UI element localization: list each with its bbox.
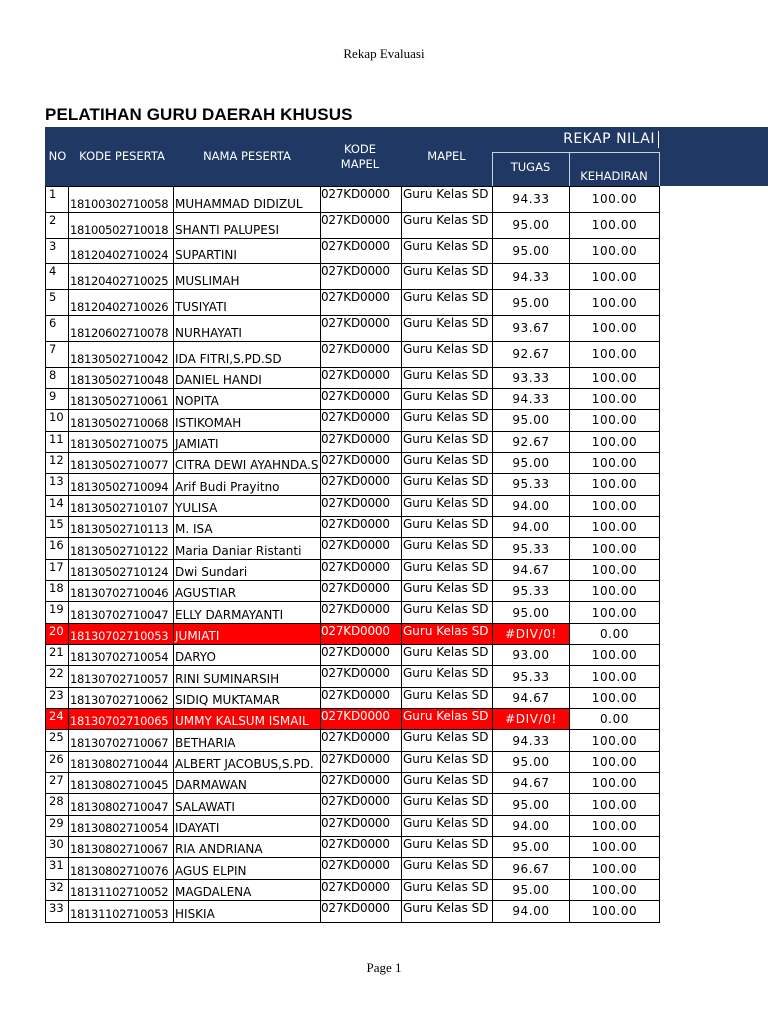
cell-tugas: 96.67 [493, 858, 570, 879]
cell-no: 10 [46, 410, 69, 431]
cell-kehadiran: 100.00 [570, 815, 660, 836]
cell-mapel: Guru Kelas SD [402, 264, 493, 290]
cell-nama-peserta: JUMIATI [174, 623, 321, 644]
header-kode-mapel: KODE MAPEL [340, 141, 380, 171]
cell-nama-peserta: HISKIA [174, 901, 321, 922]
cell-no: 32 [46, 879, 69, 900]
cell-kehadiran: 100.00 [570, 474, 660, 495]
cell-tugas: 95.00 [493, 751, 570, 772]
cell-kode-mapel: 027KD0000 [321, 559, 402, 580]
cell-kode-mapel: 027KD0000 [321, 212, 402, 238]
cell-tugas: 92.67 [493, 431, 570, 452]
cell-tugas: 94.33 [493, 388, 570, 409]
cell-kode-mapel: 027KD0000 [321, 341, 402, 367]
cell-no: 14 [46, 495, 69, 516]
cell-nama-peserta: M. ISA [174, 516, 321, 537]
cell-kode-peserta: 18130702710067 [69, 730, 174, 751]
cell-kode-peserta: 18100502710018 [69, 212, 174, 238]
cell-kode-mapel: 027KD0000 [321, 858, 402, 879]
cell-tugas: 94.00 [493, 516, 570, 537]
cell-nama-peserta: DARMAWAN [174, 773, 321, 794]
header-tugas: TUGAS [510, 159, 551, 174]
cell-no: 11 [46, 431, 69, 452]
table-row [46, 388, 660, 409]
cell-kode-peserta: 18130502710042 [69, 341, 174, 367]
cell-no: 16 [46, 538, 69, 559]
cell-nama-peserta: JAMIATI [174, 431, 321, 452]
cell-tugas: 95.00 [493, 837, 570, 858]
cell-tugas: 94.00 [493, 815, 570, 836]
cell-mapel: Guru Kelas SD [402, 623, 493, 644]
cell-mapel: Guru Kelas SD [402, 474, 493, 495]
cell-nama-peserta: ISTIKOMAH [174, 410, 321, 431]
cell-kode-mapel: 027KD0000 [321, 290, 402, 316]
table-row [46, 858, 660, 879]
cell-kehadiran: 100.00 [570, 858, 660, 879]
cell-tugas: 94.67 [493, 687, 570, 708]
cell-no: 8 [46, 367, 69, 388]
table-row [46, 538, 660, 559]
cell-nama-peserta: MUSLIMAH [174, 264, 321, 290]
table-row [46, 837, 660, 858]
cell-kode-mapel: 027KD0000 [321, 815, 402, 836]
cell-kehadiran: 100.00 [570, 341, 660, 367]
cell-mapel: Guru Kelas SD [402, 602, 493, 623]
cell-kode-peserta: 18130802710047 [69, 794, 174, 815]
cell-kode-mapel: 027KD0000 [321, 837, 402, 858]
cell-no: 20 [46, 623, 69, 644]
cell-kode-mapel: 027KD0000 [321, 238, 402, 264]
table-row [46, 187, 660, 213]
table-row [46, 581, 660, 602]
cell-kode-peserta: 18120402710025 [69, 264, 174, 290]
cell-kode-mapel: 027KD0000 [321, 388, 402, 409]
table-row [46, 879, 660, 900]
cell-nama-peserta: BETHARIA [174, 730, 321, 751]
cell-kode-mapel: 027KD0000 [321, 452, 402, 473]
cell-kode-peserta: 18130502710048 [69, 367, 174, 388]
cell-nama-peserta: NURHAYATI [174, 315, 321, 341]
cell-kode-peserta: 18130702710046 [69, 581, 174, 602]
cell-kode-mapel: 027KD0000 [321, 623, 402, 644]
cell-tugas: 94.33 [493, 264, 570, 290]
cell-kode-mapel: 027KD0000 [321, 538, 402, 559]
cell-kode-peserta: 18130502710077 [69, 452, 174, 473]
cell-nama-peserta: AGUSTIAR [174, 581, 321, 602]
cell-kehadiran: 100.00 [570, 410, 660, 431]
cell-nama-peserta: IDA FITRI,S.PD.SD [174, 341, 321, 367]
cell-kode-mapel: 027KD0000 [321, 773, 402, 794]
cell-tugas: 93.33 [493, 367, 570, 388]
page-footer: Page 1 [366, 960, 402, 975]
cell-kode-peserta: 18130502710113 [69, 516, 174, 537]
cell-kehadiran: 100.00 [570, 290, 660, 316]
cell-mapel: Guru Kelas SD [402, 730, 493, 751]
table-row [46, 315, 660, 341]
cell-nama-peserta: SUPARTINI [174, 238, 321, 264]
cell-kode-peserta: 18130502710124 [69, 559, 174, 580]
table-row [46, 290, 660, 316]
cell-no: 27 [46, 773, 69, 794]
cell-tugas: #DIV/0! [493, 623, 570, 644]
cell-nama-peserta: YULISA [174, 495, 321, 516]
cell-no: 1 [46, 187, 69, 213]
cell-kehadiran: 100.00 [570, 516, 660, 537]
table-row [46, 495, 660, 516]
cell-tugas: 92.67 [493, 341, 570, 367]
cell-kehadiran: 100.00 [570, 901, 660, 922]
cell-tugas: 95.00 [493, 238, 570, 264]
cell-kehadiran: 100.00 [570, 315, 660, 341]
header-mapel: MAPEL [427, 149, 466, 163]
header-rekap-divider [658, 131, 659, 148]
table-row [46, 516, 660, 537]
cell-kode-peserta: 18130702710047 [69, 602, 174, 623]
cell-mapel: Guru Kelas SD [402, 187, 493, 213]
cell-kehadiran: 100.00 [570, 751, 660, 772]
cell-kehadiran: 100.00 [570, 495, 660, 516]
cell-kode-mapel: 027KD0000 [321, 602, 402, 623]
cell-kehadiran: 100.00 [570, 879, 660, 900]
cell-mapel: Guru Kelas SD [402, 341, 493, 367]
table-row [46, 645, 660, 666]
cell-tugas: 94.33 [493, 730, 570, 751]
cell-tugas: 95.33 [493, 538, 570, 559]
cell-kode-peserta: 18130502710107 [69, 495, 174, 516]
cell-mapel: Guru Kelas SD [402, 773, 493, 794]
cell-kode-peserta: 18131102710053 [69, 901, 174, 922]
cell-tugas: 95.00 [493, 212, 570, 238]
cell-nama-peserta: SALAWATI [174, 794, 321, 815]
cell-tugas: 94.00 [493, 495, 570, 516]
cell-kehadiran: 100.00 [570, 388, 660, 409]
cell-kode-peserta: 18130502710094 [69, 474, 174, 495]
header-kehadiran: KEHADIRAN [580, 168, 648, 183]
cell-no: 30 [46, 837, 69, 858]
table-row [46, 452, 660, 473]
cell-tugas: 95.00 [493, 452, 570, 473]
cell-kode-peserta: 18120402710026 [69, 290, 174, 316]
cell-tugas: 94.67 [493, 559, 570, 580]
cell-tugas: 93.00 [493, 645, 570, 666]
cell-tugas: 95.33 [493, 581, 570, 602]
cell-kehadiran: 100.00 [570, 538, 660, 559]
cell-no: 25 [46, 730, 69, 751]
document-title: PELATIHAN GURU DAERAH KHUSUS [45, 105, 353, 124]
cell-kode-mapel: 027KD0000 [321, 687, 402, 708]
cell-mapel: Guru Kelas SD [402, 410, 493, 431]
cell-tugas: 95.00 [493, 290, 570, 316]
cell-kode-peserta: 18130502710075 [69, 431, 174, 452]
cell-no: 12 [46, 452, 69, 473]
cell-mapel: Guru Kelas SD [402, 879, 493, 900]
cell-kode-mapel: 027KD0000 [321, 901, 402, 922]
cell-tugas: 94.67 [493, 773, 570, 794]
table-row [46, 212, 660, 238]
cell-mapel: Guru Kelas SD [402, 290, 493, 316]
header-no: NO [48, 149, 67, 163]
cell-no: 33 [46, 901, 69, 922]
cell-mapel: Guru Kelas SD [402, 687, 493, 708]
cell-kode-peserta: 18130802710045 [69, 773, 174, 794]
cell-kode-peserta: 18130502710068 [69, 410, 174, 431]
cell-nama-peserta: DARYO [174, 645, 321, 666]
cell-no: 22 [46, 666, 69, 687]
header-rekap-nilai: REKAP NILAI [563, 131, 655, 147]
cell-no: 2 [46, 212, 69, 238]
cell-kehadiran: 100.00 [570, 794, 660, 815]
cell-mapel: Guru Kelas SD [402, 238, 493, 264]
cell-mapel: Guru Kelas SD [402, 645, 493, 666]
cell-mapel: Guru Kelas SD [402, 901, 493, 922]
cell-kehadiran: 0.00 [570, 709, 660, 730]
cell-tugas: 95.00 [493, 602, 570, 623]
cell-mapel: Guru Kelas SD [402, 315, 493, 341]
cell-kode-peserta: 18130702710062 [69, 687, 174, 708]
table-body [46, 187, 660, 923]
cell-mapel: Guru Kelas SD [402, 581, 493, 602]
cell-mapel: Guru Kelas SD [402, 212, 493, 238]
cell-nama-peserta: AGUS ELPIN [174, 858, 321, 879]
cell-nama-peserta: NOPITA [174, 388, 321, 409]
cell-kode-mapel: 027KD0000 [321, 315, 402, 341]
cell-nama-peserta: RINI SUMINARSIH [174, 666, 321, 687]
cell-kode-peserta: 18120602710078 [69, 315, 174, 341]
cell-kode-mapel: 027KD0000 [321, 730, 402, 751]
cell-kehadiran: 100.00 [570, 212, 660, 238]
cell-kehadiran: 100.00 [570, 367, 660, 388]
cell-mapel: Guru Kelas SD [402, 538, 493, 559]
cell-mapel: Guru Kelas SD [402, 516, 493, 537]
table-row [46, 341, 660, 367]
cell-kehadiran: 100.00 [570, 837, 660, 858]
cell-no: 21 [46, 645, 69, 666]
cell-nama-peserta: UMMY KALSUM ISMAIL [174, 709, 321, 730]
header-kode-peserta: KODE PESERTA [79, 149, 165, 163]
cell-kode-peserta: 18130502710061 [69, 388, 174, 409]
cell-nama-peserta: SIDIQ MUKTAMAR [174, 687, 321, 708]
cell-tugas: 95.00 [493, 794, 570, 815]
cell-kode-peserta: 18130702710054 [69, 645, 174, 666]
cell-kode-mapel: 027KD0000 [321, 516, 402, 537]
header-nama-peserta: NAMA PESERTA [203, 149, 291, 163]
table-row [46, 815, 660, 836]
table-row [46, 602, 660, 623]
cell-kode-peserta: 18130802710067 [69, 837, 174, 858]
table-row [46, 901, 660, 922]
cell-kehadiran: 100.00 [570, 687, 660, 708]
cell-kode-mapel: 027KD0000 [321, 645, 402, 666]
table-row [46, 431, 660, 452]
cell-mapel: Guru Kelas SD [402, 837, 493, 858]
cell-mapel: Guru Kelas SD [402, 794, 493, 815]
cell-kode-mapel: 027KD0000 [321, 666, 402, 687]
cell-kode-peserta: 18120402710024 [69, 238, 174, 264]
cell-kode-mapel: 027KD0000 [321, 410, 402, 431]
cell-kode-mapel: 027KD0000 [321, 794, 402, 815]
cell-kehadiran: 100.00 [570, 581, 660, 602]
cell-no: 18 [46, 581, 69, 602]
cell-tugas: #DIV/0! [493, 709, 570, 730]
cell-kode-peserta: 18130702710065 [69, 709, 174, 730]
cell-kode-mapel: 027KD0000 [321, 709, 402, 730]
table-row [46, 794, 660, 815]
cell-mapel: Guru Kelas SD [402, 367, 493, 388]
table-row [46, 773, 660, 794]
cell-kehadiran: 100.00 [570, 773, 660, 794]
table-row [46, 410, 660, 431]
page-header: Rekap Evaluasi [343, 46, 425, 61]
cell-tugas: 94.33 [493, 187, 570, 213]
cell-kode-mapel: 027KD0000 [321, 751, 402, 772]
cell-nama-peserta: ALBERT JACOBUS,S.PD. [174, 751, 321, 772]
cell-kode-mapel: 027KD0000 [321, 474, 402, 495]
cell-nama-peserta: ELLY DARMAYANTI [174, 602, 321, 623]
cell-no: 24 [46, 709, 69, 730]
cell-kode-peserta: 18100302710058 [69, 187, 174, 213]
cell-kode-peserta: 18130802710076 [69, 858, 174, 879]
cell-nama-peserta: RIA ANDRIANA [174, 837, 321, 858]
cell-mapel: Guru Kelas SD [402, 388, 493, 409]
table-row [46, 367, 660, 388]
cell-nama-peserta: MAGDALENA [174, 879, 321, 900]
cell-no: 6 [46, 315, 69, 341]
table-row [46, 623, 660, 644]
cell-tugas: 94.00 [493, 901, 570, 922]
table-row [46, 264, 660, 290]
cell-no: 17 [46, 559, 69, 580]
cell-no: 7 [46, 341, 69, 367]
cell-mapel: Guru Kelas SD [402, 751, 493, 772]
cell-kehadiran: 100.00 [570, 431, 660, 452]
evaluation-table [45, 186, 660, 923]
cell-mapel: Guru Kelas SD [402, 666, 493, 687]
table-row [46, 474, 660, 495]
cell-mapel: Guru Kelas SD [402, 431, 493, 452]
cell-tugas: 93.67 [493, 315, 570, 341]
cell-mapel: Guru Kelas SD [402, 452, 493, 473]
cell-kode-mapel: 027KD0000 [321, 879, 402, 900]
cell-no: 15 [46, 516, 69, 537]
cell-kode-mapel: 027KD0000 [321, 431, 402, 452]
cell-mapel: Guru Kelas SD [402, 559, 493, 580]
cell-nama-peserta: Arif Budi Prayitno [174, 474, 321, 495]
table-row [46, 730, 660, 751]
cell-kode-peserta: 18130802710044 [69, 751, 174, 772]
cell-kode-mapel: 027KD0000 [321, 581, 402, 602]
cell-nama-peserta: MUHAMMAD DIDIZUL [174, 187, 321, 213]
cell-kehadiran: 100.00 [570, 559, 660, 580]
cell-kode-mapel: 027KD0000 [321, 187, 402, 213]
cell-kode-peserta: 18130502710122 [69, 538, 174, 559]
cell-no: 23 [46, 687, 69, 708]
cell-tugas: 95.33 [493, 666, 570, 687]
cell-no: 29 [46, 815, 69, 836]
cell-no: 3 [46, 238, 69, 264]
cell-kode-mapel: 027KD0000 [321, 367, 402, 388]
cell-nama-peserta: IDAYATI [174, 815, 321, 836]
cell-nama-peserta: SHANTI PALUPESI [174, 212, 321, 238]
table-row [46, 687, 660, 708]
cell-kehadiran: 100.00 [570, 730, 660, 751]
cell-tugas: 95.33 [493, 474, 570, 495]
cell-no: 4 [46, 264, 69, 290]
cell-tugas: 95.00 [493, 879, 570, 900]
cell-no: 28 [46, 794, 69, 815]
cell-nama-peserta: Maria Daniar Ristanti [174, 538, 321, 559]
cell-nama-peserta: DANIEL HANDI [174, 367, 321, 388]
cell-kehadiran: 100.00 [570, 666, 660, 687]
cell-mapel: Guru Kelas SD [402, 495, 493, 516]
cell-kehadiran: 100.00 [570, 645, 660, 666]
cell-mapel: Guru Kelas SD [402, 709, 493, 730]
cell-nama-peserta: CITRA DEWI AYAHNDA.S [174, 452, 321, 473]
cell-kode-peserta: 18131102710052 [69, 879, 174, 900]
table-row [46, 666, 660, 687]
table-row [46, 709, 660, 730]
cell-nama-peserta: Dwi Sundari [174, 559, 321, 580]
cell-kehadiran: 100.00 [570, 238, 660, 264]
cell-no: 26 [46, 751, 69, 772]
cell-kehadiran: 0.00 [570, 623, 660, 644]
cell-no: 13 [46, 474, 69, 495]
header-subgroup-divider [659, 152, 660, 186]
cell-no: 31 [46, 858, 69, 879]
cell-kode-mapel: 027KD0000 [321, 264, 402, 290]
cell-kehadiran: 100.00 [570, 452, 660, 473]
cell-nama-peserta: TUSIYATI [174, 290, 321, 316]
cell-kode-mapel: 027KD0000 [321, 495, 402, 516]
cell-mapel: Guru Kelas SD [402, 858, 493, 879]
cell-no: 5 [46, 290, 69, 316]
cell-no: 9 [46, 388, 69, 409]
cell-kode-peserta: 18130702710053 [69, 623, 174, 644]
cell-kehadiran: 100.00 [570, 187, 660, 213]
table-row [46, 559, 660, 580]
cell-kode-peserta: 18130802710054 [69, 815, 174, 836]
cell-kode-peserta: 18130702710057 [69, 666, 174, 687]
cell-tugas: 95.00 [493, 410, 570, 431]
cell-mapel: Guru Kelas SD [402, 815, 493, 836]
table-row [46, 238, 660, 264]
cell-kehadiran: 100.00 [570, 602, 660, 623]
cell-no: 19 [46, 602, 69, 623]
table-row [46, 751, 660, 772]
cell-kehadiran: 100.00 [570, 264, 660, 290]
